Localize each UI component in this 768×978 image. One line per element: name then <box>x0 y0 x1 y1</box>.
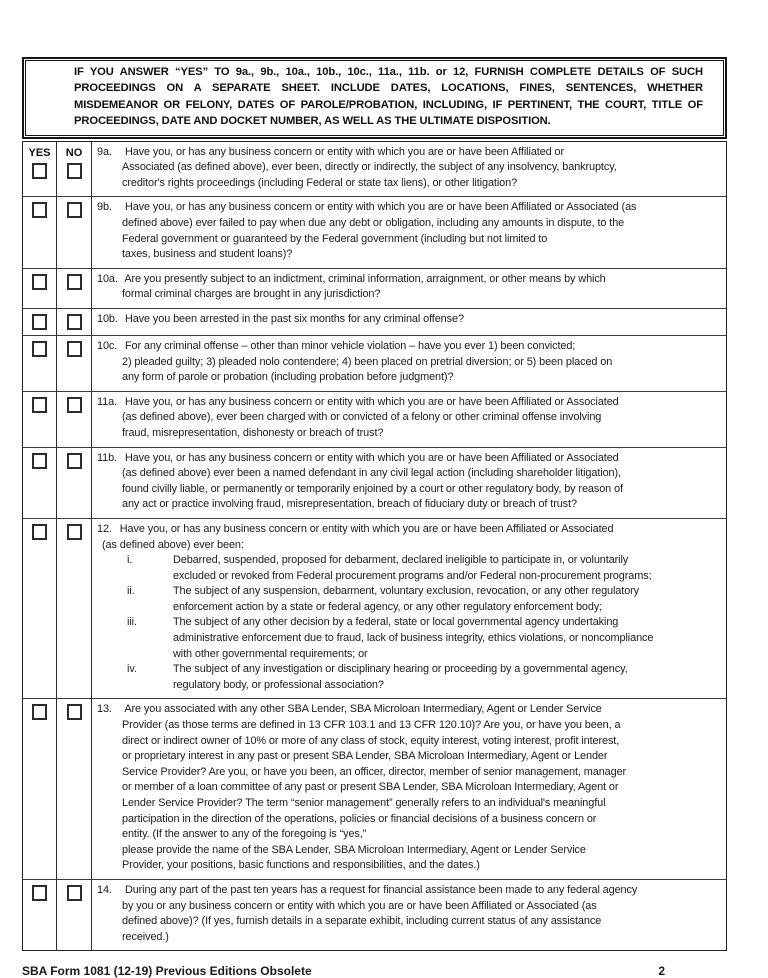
yes-cell-11b <box>23 448 56 518</box>
questions-table <box>22 141 727 952</box>
question-line: entity. (If the answer to any of the foregoing is “yes,” <box>122 828 367 841</box>
question-line: or proprietary interest in any past or present SBA Lender, SBA Microloan Intermediary, Agent or Lender <box>122 750 608 763</box>
question-text-11a <box>92 392 726 447</box>
yes-cell-10c <box>23 336 56 391</box>
no-checkbox-11b[interactable] <box>67 453 82 469</box>
question-text-9b <box>92 197 726 267</box>
question-line: Lender Service Provider? The term “senior management” generally refers to an individual's meaningful <box>122 797 606 809</box>
yes-checkbox-12[interactable] <box>32 524 47 540</box>
subitem-line: Debarred, suspended, proposed for debarment, declared ineligible to participate in, or voluntarily <box>173 554 629 567</box>
no-checkbox-12[interactable] <box>67 524 82 540</box>
question-line: Associated (as defined above), ever been, directly or indirectly, the subject of any insolvency, bankruptcy, <box>122 161 617 174</box>
question-row-14 <box>23 879 726 950</box>
no-checkbox-10b[interactable] <box>67 314 82 330</box>
question-text-12 <box>92 519 726 699</box>
yes-checkbox-11a[interactable] <box>32 397 47 413</box>
subitem-body <box>173 553 718 584</box>
yes-checkbox-10a[interactable] <box>32 274 47 290</box>
question-number: 13. <box>97 703 112 716</box>
subitem-marker: i. <box>127 554 133 567</box>
yes-cell-10b <box>23 309 56 335</box>
question-row-12 <box>23 518 726 699</box>
question-line: found civilly liable, or permanently or temporarily enjoined by a court or other regulatory body, by reason of <box>122 482 623 495</box>
question-line: Have you, or has any business concern or entity with which you are or have been Affiliated or <box>124 145 565 158</box>
question-number: 12. <box>97 522 112 535</box>
question-line: Are you presently subject to an indictment, criminal information, arraignment, or other means by which <box>124 272 606 285</box>
yes-checkbox-9a[interactable] <box>32 163 47 179</box>
question-text-11b <box>92 448 726 518</box>
question-line: (as defined above), ever been charged with or convicted of a felony or other criminal offense involving <box>122 411 602 424</box>
no-column-label: NO <box>65 146 83 159</box>
question-text-10b <box>92 309 726 335</box>
yes-cell-10a <box>23 269 56 308</box>
subitem-12-iii <box>97 615 718 662</box>
question-text-13 <box>92 699 726 879</box>
no-checkbox-13[interactable] <box>67 704 82 720</box>
yes-cell-9b <box>23 197 56 267</box>
question-row-13 <box>23 698 726 879</box>
question-text-10c <box>92 336 726 391</box>
question-line: Provider (as those terms are defined in 13 CFR 103.1 and 13 CFR 120.10)? Are you, or have you been, a <box>122 719 621 732</box>
subitem-line: enforcement action by a state or federal agency, or any other regulatory enforcement body; <box>173 600 603 613</box>
subitem-line: regulatory body, or professional association? <box>173 678 384 691</box>
question-line: creditor's rights proceedings (including Federal or state tax liens), or other litigation? <box>122 176 518 189</box>
no-cell-10c <box>56 336 92 391</box>
page-footer <box>22 964 727 978</box>
instructions-box <box>22 57 727 139</box>
question-number: 11b. <box>97 451 117 464</box>
question-number: 10a. <box>97 272 118 285</box>
no-cell-12 <box>56 519 92 699</box>
question-line: direct or indirect owner of 10% or more of any class of stock, equity interest, voting interest, profit interest, <box>122 734 620 747</box>
question-row-11a <box>23 391 726 447</box>
question-line: Have you, or has any business concern or entity with which you are or have been Affiliated or Associated (as <box>124 201 637 214</box>
question-line: received.) <box>122 930 169 943</box>
question-line: please provide the name of the SBA Lender, SBA Microloan Intermediary, Agent or Lender Service <box>122 843 586 856</box>
no-checkbox-14[interactable] <box>67 885 82 901</box>
yes-checkbox-10c[interactable] <box>32 341 47 357</box>
question-line: For any criminal offense – other than minor vehicle violation – have you ever 1) been convicted; <box>124 339 576 352</box>
subitem-line: The subject of any suspension, debarment, voluntary exclusion, revocation, or any other regulatory <box>173 585 640 598</box>
subitem-marker: ii. <box>127 585 135 598</box>
no-checkbox-9a[interactable] <box>67 163 82 179</box>
subitem-12-iv <box>97 662 718 693</box>
subitem-line: The subject of any investigation or disciplinary hearing or proceeding by a governmental agency, <box>173 663 628 676</box>
question-line: or member of a loan committee of any past or present SBA Lender, SBA Microloan Intermediary, Agent or <box>122 781 619 794</box>
no-checkbox-10a[interactable] <box>67 274 82 290</box>
question-line: Have you, or has any business concern or entity with which you are or have been Affiliated or Associated <box>124 451 619 464</box>
question-number: 14. <box>97 883 112 896</box>
question-number: 9b. <box>97 201 112 214</box>
subitem-body <box>173 662 718 693</box>
question-line: Have you, or has any business concern or entity with which you are or have been Affiliated or Associated <box>119 522 614 535</box>
question-line: defined above) ever failed to pay when due any debt or obligation, including any amounts in dispute, to the <box>122 217 625 229</box>
yes-column-label: YES <box>28 146 51 159</box>
question-line: fraud, misrepresentation, dishonesty or breach of trust? <box>122 426 384 439</box>
question-number: 10b. <box>97 312 118 325</box>
question-line: Service Provider? Are you, or have you been, an officer, director, member of senior management, manager <box>122 765 627 778</box>
no-cell-10a <box>56 269 92 308</box>
subitem-body <box>173 584 718 615</box>
question-row-11b <box>23 447 726 518</box>
question-row-9a <box>23 142 726 197</box>
question-line: participation in the direction of the operations, policies or financial decisions of a business concern or <box>122 812 597 825</box>
no-cell-13 <box>56 699 92 879</box>
yes-checkbox-11b[interactable] <box>32 453 47 469</box>
question-line: (as defined above) ever been: <box>102 538 244 551</box>
question-line: Are you associated with any other SBA Lender, SBA Microloan Intermediary, Agent or Lender Service <box>124 703 602 716</box>
subitem-body <box>173 615 718 662</box>
question-row-10a <box>23 268 726 308</box>
question-line: any form of parole or probation (including probation before judgment)? <box>122 371 454 384</box>
no-cell-9a <box>56 142 92 197</box>
no-cell-14 <box>56 880 92 950</box>
question-line: Have you been arrested in the past six months for any criminal offense? <box>124 312 464 325</box>
yes-checkbox-10b[interactable] <box>32 314 47 330</box>
subitem-12-ii <box>97 584 718 615</box>
question-number: 10c. <box>97 339 118 352</box>
question-row-10c <box>23 335 726 391</box>
subitem-marker: iii. <box>127 616 137 629</box>
question-line: any act or practice involving fraud, misrepresentation, breach of fiduciary duty or breach of trust? <box>122 498 577 511</box>
question-row-9b <box>23 196 726 267</box>
no-cell-9b <box>56 197 92 267</box>
no-checkbox-11a[interactable] <box>67 397 82 413</box>
form-id-text: SBA Form 1081 (12-19) Previous Editions Obsolete <box>22 964 312 978</box>
question-line: 2) pleaded guilty; 3) pleaded nolo contendere; 4) been placed on pretrial diversion; or 5) been placed on <box>122 355 613 368</box>
instructions-text: IF YOU ANSWER “YES” TO 9a., 9b., 10a., 10b., 10c., 11a., 11b. or 12, FURNISH COMPLETE DETAILS OF SUCH PROCEEDINGS ON A SEPARATE SHEET. INCLUDE DATES, LOCATIONS, FINES, SENTENCES, WHETHER MISDEMEANOR OR FELONY, DATES OF PAROLE/PROBATION, INCLUDING, IF PERTINENT, THE COURT, TITLE OF PROCEEDINGS, DATE AND DOCKET NUMBER, AS WELL AS THE ULTIMATE DISPOSITION. <box>74 66 703 128</box>
form-page <box>22 57 727 978</box>
no-checkbox-9b[interactable] <box>67 202 82 218</box>
no-checkbox-10c[interactable] <box>67 341 82 357</box>
yes-cell-14 <box>23 880 56 950</box>
yes-checkbox-9b[interactable] <box>32 202 47 218</box>
yes-cell-9a <box>23 142 56 197</box>
instructions-box-inner <box>25 60 724 136</box>
question-text-10a <box>92 269 726 308</box>
no-cell-11b <box>56 448 92 518</box>
subitem-line: The subject of any other decision by a federal, state or local governmental agency undertaking <box>173 616 619 629</box>
page-number: 2 <box>658 964 665 978</box>
question-line: by you or any business concern or entity with which you are or have been Affiliated or Associated (as <box>122 899 597 912</box>
yes-checkbox-14[interactable] <box>32 885 47 901</box>
question-line: (as defined above) ever been a named defendant in any civil legal action (including shareholder litigation), <box>122 467 621 480</box>
question-line: Federal government or guaranteed by the Federal government (including but not limited to <box>122 232 548 245</box>
yes-cell-11a <box>23 392 56 447</box>
question-text-9a <box>92 142 726 197</box>
question-text-14 <box>92 880 726 950</box>
yes-cell-12 <box>23 519 56 699</box>
no-cell-11a <box>56 392 92 447</box>
question-line: formal criminal charges are brought in any jurisdiction? <box>122 288 381 301</box>
question-line: taxes, business and student loans)? <box>122 248 293 261</box>
subitem-line: with other governmental requirements; or <box>173 647 368 660</box>
question-line: Have you, or has any business concern or entity with which you are or have been Affiliated or Associated <box>124 395 619 408</box>
question-line: defined above)? (If yes, furnish details in a separate exhibit, including current status of any assistance <box>122 915 602 928</box>
question-number: 11a. <box>97 395 117 408</box>
subitem-marker: iv. <box>127 663 137 676</box>
yes-cell-13 <box>23 699 56 879</box>
subitem-12-i <box>97 553 718 584</box>
question-row-10b <box>23 308 726 335</box>
subitem-line: excluded or revoked from Federal procurement programs and/or Federal non-procurement programs; <box>173 569 652 582</box>
yes-checkbox-13[interactable] <box>32 704 47 720</box>
question-line: Provider, your positions, basic functions and responsibilities, and the dates.) <box>122 859 480 872</box>
subitem-line: administrative enforcement due to fraud, lack of business integrity, ethics violations, or noncompliance <box>173 632 654 645</box>
no-cell-10b <box>56 309 92 335</box>
question-line: During any part of the past ten years has a request for financial assistance been made to any federal agency <box>124 883 638 896</box>
question-number: 9a. <box>97 145 112 158</box>
